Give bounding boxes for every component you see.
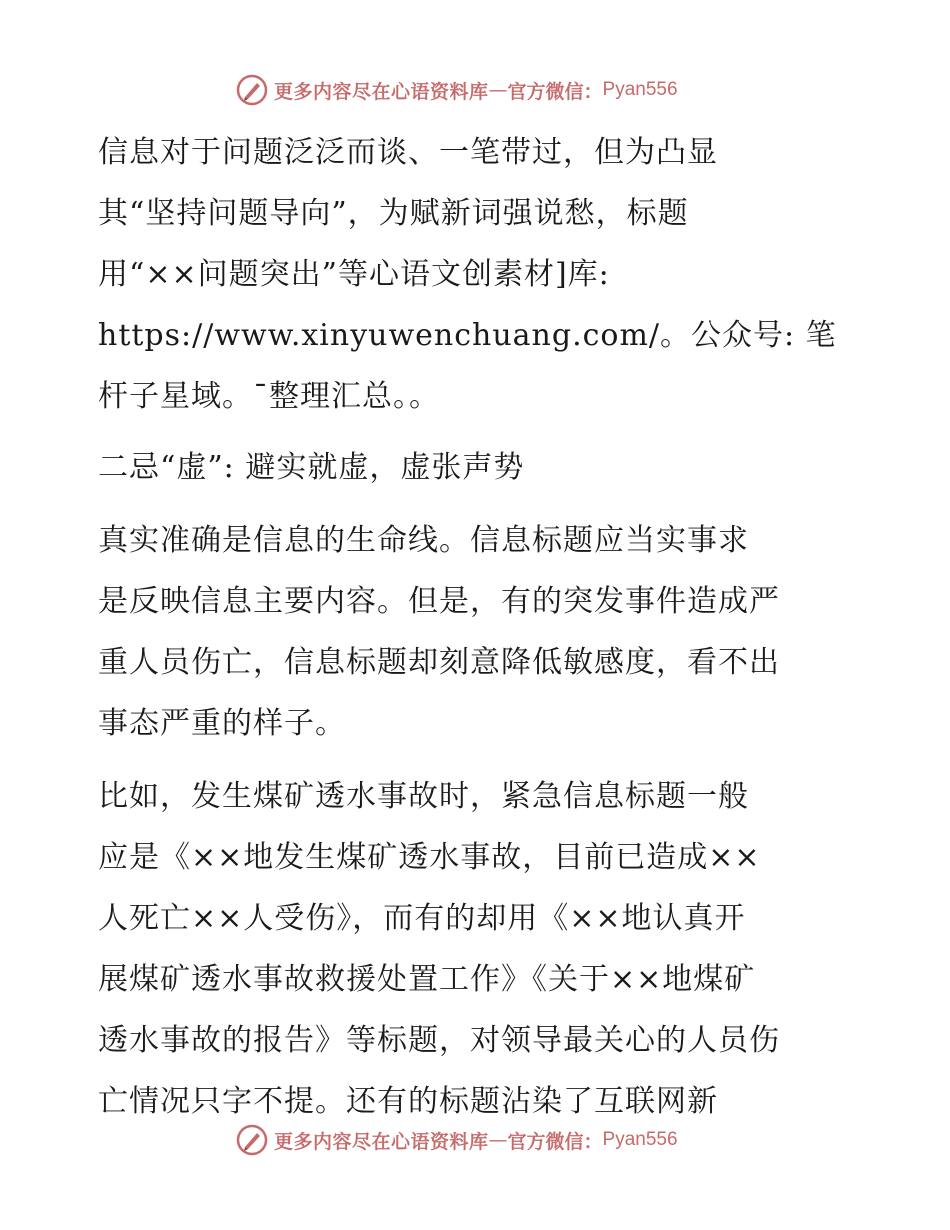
text-line: 事态严重的样子。: [98, 706, 346, 741]
text-line: 人死亡××人受伤》，而有的却用《××地认真开: [98, 901, 746, 936]
text-line: 是反映信息主要内容。但是，有的突发事件造成严: [98, 584, 780, 619]
text-line: 信息对于问题泛泛而谈、一笔带过，但为凸显: [98, 135, 718, 170]
paragraph-3: [98, 766, 858, 1132]
text-line: 比如，发生煤矿透水事故时，紧急信息标题一般: [98, 779, 749, 814]
text-line: 真实准确是信息的生命线。信息标题应当实事求: [98, 523, 749, 558]
header-banner: [236, 73, 678, 107]
text-line: 透水事故的报告》等标题，对领导最关心的人员伤: [98, 1023, 780, 1058]
text-line: 展煤矿透水事故救援处置工作》《关于××地煤矿: [98, 962, 756, 997]
text-line: https://www.xinyuwenchuang.com/。公众号: 笔: [98, 318, 837, 353]
banner-brand-text: 更多内容尽在心语资料库: [274, 80, 489, 103]
pen-logo-icon: [236, 74, 268, 106]
paragraph-2: [98, 510, 858, 754]
banner-brand-text: 更多内容尽在心语资料库: [274, 1130, 489, 1153]
banner-wechat-id: Pyan556: [602, 79, 678, 100]
text-line: 杆子星域。¯整理汇总。。: [98, 379, 440, 414]
text-line: 用“××问题突出”等心语文创素材]库:: [98, 257, 610, 292]
banner-wechat-label: 官方微信：: [507, 1130, 603, 1153]
paragraph-1: [98, 122, 858, 427]
text-line: 其“坚持问题导向”，为赋新词强说愁，标题: [98, 196, 689, 231]
banner-wechat-label: 官方微信：: [507, 80, 603, 103]
footer-banner: [236, 1123, 678, 1157]
banner-wechat-id: Pyan556: [602, 1129, 678, 1150]
section-heading: 二忌“虚”: 避实就虚，虚张声势: [98, 450, 525, 485]
banner-separator: —: [488, 79, 508, 101]
text-line: 应是《××地发生煤矿透水事故，目前已造成××: [98, 840, 761, 875]
pen-logo-icon: [236, 1124, 268, 1156]
document-body: [98, 122, 858, 1132]
text-line: 亡情况只字不提。还有的标题沾染了互联网新: [98, 1084, 718, 1119]
text-line: 重人员伤亡，信息标题却刻意降低敏感度，看不出: [98, 645, 780, 680]
banner-separator: —: [488, 1129, 508, 1151]
